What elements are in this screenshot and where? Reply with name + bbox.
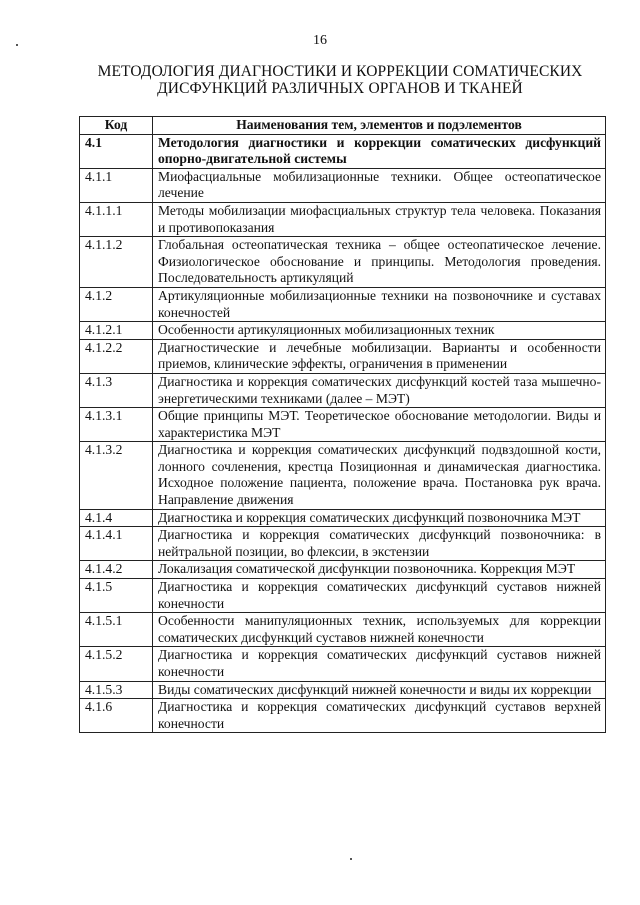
row-code: 4.1.5 <box>80 579 153 613</box>
table-row <box>80 237 606 288</box>
row-name: Глобальная остеопатическая техника – общее остеопатическое лечение. Физиологическое обоснование и принципы. Методология проведения. Последовательность артикуляций <box>153 237 606 288</box>
row-code: 4.1.2.2 <box>80 339 153 373</box>
section-title-line: ДИСФУНКЦИЙ РАЗЛИЧНЫХ ОРГАНОВ И ТКАНЕЙ <box>157 80 523 97</box>
row-name: Диагностика и коррекция соматических дисфункций позвоночника МЭТ <box>153 509 606 527</box>
table-row <box>80 579 606 613</box>
row-code: 4.1.4.2 <box>80 561 153 579</box>
table-row <box>80 408 606 442</box>
row-code: 4.1 <box>80 134 153 168</box>
row-name: Диагностика и коррекция соматических дисфункций костей таза мышечно-энергетическими техниками (далее – МЭТ) <box>153 373 606 407</box>
table-header-row <box>80 117 606 135</box>
table-row <box>80 339 606 373</box>
table-row <box>80 322 606 340</box>
table-row <box>80 561 606 579</box>
row-name: Методология диагностики и коррекции соматических дисфункций опорно-двигательной системы <box>153 134 606 168</box>
row-name: Диагностика и коррекция соматических дисфункций подвздошной кости, лонного сочленения, крестца Позиционная и динамическая диагностика. Исходное положение пациента, положение врача. Постановка рук врача. Направление движения <box>153 442 606 509</box>
table-row <box>80 527 606 561</box>
header-code: Код <box>80 117 153 135</box>
topics-table <box>79 116 606 733</box>
row-code: 4.1.2 <box>80 287 153 321</box>
row-name: Особенности артикуляционных мобилизационных техник <box>153 322 606 340</box>
table-row <box>80 699 606 733</box>
table-row <box>80 202 606 236</box>
table-row <box>80 134 606 168</box>
row-code: 4.1.2.1 <box>80 322 153 340</box>
table-row <box>80 442 606 509</box>
row-name: Особенности манипуляционных техник, используемых для коррекции соматических дисфункций суставов нижней конечности <box>153 613 606 647</box>
table-row <box>80 647 606 681</box>
row-name: Виды соматических дисфункций нижней конечности и виды их коррекции <box>153 681 606 699</box>
section-title-line: МЕТОДОЛОГИЯ ДИАГНОСТИКИ И КОРРЕКЦИИ СОМАТИЧЕСКИХ <box>97 63 583 80</box>
row-code: 4.1.3.1 <box>80 408 153 442</box>
page-number: 16 <box>313 33 327 48</box>
row-name: Диагностика и коррекция соматических дисфункций суставов нижней конечности <box>153 647 606 681</box>
row-name: Методы мобилизации миофасциальных структур тела человека. Показания и противопоказания <box>153 202 606 236</box>
table-row <box>80 509 606 527</box>
table-row <box>80 168 606 202</box>
row-name: Диагностика и коррекция соматических дисфункций суставов верхней конечности <box>153 699 606 733</box>
table-row <box>80 681 606 699</box>
table-row <box>80 613 606 647</box>
scan-speck <box>350 858 352 860</box>
row-code: 4.1.3.2 <box>80 442 153 509</box>
row-name: Артикуляционные мобилизационные техники на позвоночнике и суставах конечностей <box>153 287 606 321</box>
row-name: Диагностика и коррекция соматических дисфункций суставов нижней конечности <box>153 579 606 613</box>
row-code: 4.1.1.2 <box>80 237 153 288</box>
row-code: 4.1.5.1 <box>80 613 153 647</box>
row-code: 4.1.4 <box>80 509 153 527</box>
row-name: Локализация соматической дисфункции позвоночника. Коррекция МЭТ <box>153 561 606 579</box>
header-name: Наименования тем, элементов и подэлементов <box>153 117 606 135</box>
table-row <box>80 287 606 321</box>
row-code: 4.1.5.2 <box>80 647 153 681</box>
table-row <box>80 373 606 407</box>
row-name: Миофасциальные мобилизационные техники. Общее остеопатическое лечение <box>153 168 606 202</box>
section-title <box>90 63 590 97</box>
row-name: Диагностика и коррекция соматических дисфункций позвоночника: в нейтральной позиции, во флексии, в экстензии <box>153 527 606 561</box>
row-code: 4.1.3 <box>80 373 153 407</box>
row-code: 4.1.5.3 <box>80 681 153 699</box>
row-code: 4.1.6 <box>80 699 153 733</box>
row-code: 4.1.4.1 <box>80 527 153 561</box>
row-name: Общие принципы МЭТ. Теоретическое обоснование методологии. Виды и характеристика МЭТ <box>153 408 606 442</box>
row-code: 4.1.1 <box>80 168 153 202</box>
row-code: 4.1.1.1 <box>80 202 153 236</box>
row-name: Диагностические и лечебные мобилизации. Варианты и особенности приемов, клинические эффекты, ограничения в применении <box>153 339 606 373</box>
table-body <box>80 134 606 733</box>
